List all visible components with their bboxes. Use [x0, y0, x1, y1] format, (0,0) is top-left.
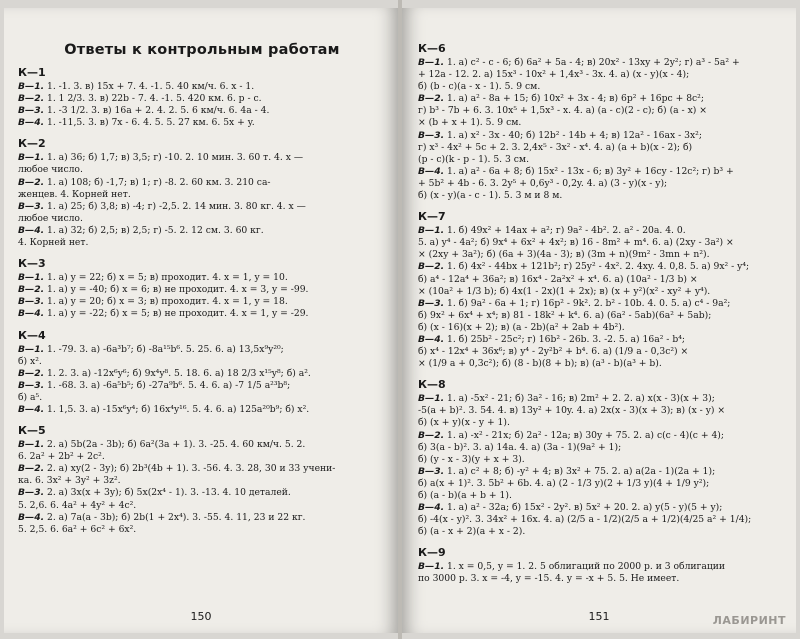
answer-text: 1. -3 1/2. 3. в) 16a + 2. 4. 2. 5. 6 км/ч. 6. 4a - 4.: [47, 105, 270, 117]
section-heading: К—6: [418, 42, 446, 55]
answer-text: 1. 1 2/3. 3. в) 22b - 7. 4. -1. 5. 420 км. 6. p - c.: [47, 93, 262, 105]
variant-label: В—1.: [418, 393, 445, 405]
answer-line: [418, 117, 782, 129]
answer-text: 1. а) a² - 6a + 8; б) 15x² - 13x - 6; в) 3y² + 16cy - 12c²; г) b³ +: [447, 165, 734, 177]
answer-line: [418, 142, 782, 154]
answer-line: [418, 466, 782, 478]
answer-line: [418, 526, 782, 538]
answer-text: 2. а) 5b(2a - 3b); б) 6a²(3a + 1). 3. -25. 4. 60 км/ч. 5. 2.: [47, 439, 306, 451]
variant-label: В—1.: [418, 225, 445, 237]
variant-label: В—2.: [18, 284, 45, 296]
variant-label: В—3.: [18, 200, 45, 212]
answer-line: [418, 430, 782, 442]
variant-label: В—3.: [18, 105, 45, 117]
answer-text: б) a(x + 1)². 3. 5b² + 6b. 4. а) (2 - 1/3 y)(2 + 1/3 y)(4 + 1/9 y²);: [418, 477, 710, 489]
answer-line: [18, 308, 386, 320]
variant-label: В—2.: [18, 93, 45, 105]
answer-text: б) (x - y)(a - c - 1). 5. 3 м и 8 м.: [418, 190, 563, 202]
answer-text: × (1/9 a + 0,3c²); б) (8 - b)(8 + b); в) (a³ - b)(a³ + b).: [418, 358, 662, 370]
answer-text: 1. а) -5x² - 21; б) 3a² - 16; в) 2m² + 2. 2. а) x(x - 3)(x + 3);: [447, 393, 715, 405]
answer-line: [418, 69, 782, 81]
answer-text: 1. б) 25b² - 25c²; г) 16b² - 26b. 3. -2. 5. а) 16a² - b⁴;: [447, 333, 685, 345]
answer-text: женцев. 4. Корней нет.: [18, 188, 131, 200]
answer-line: [418, 442, 782, 454]
answer-line: [18, 213, 386, 225]
answer-text: по 3000 р. 3. x = -4, y = -15. 4. y = -x + 5. 5. Не имеет.: [418, 573, 680, 585]
answer-line: [418, 490, 782, 502]
page-title: Ответы к контрольным работам: [64, 42, 340, 58]
answer-line: [418, 454, 782, 466]
answer-line: [18, 475, 386, 487]
answer-text: б) (a - b)(a + b + 1).: [418, 490, 512, 501]
answer-text: любое число.: [18, 212, 83, 224]
answer-line: [18, 201, 386, 213]
answer-text: 1. а) c² - c - 6; б) 6a² + 5a - 4; в) 20x² - 13xy + 2y²; г) a³ - 5a² +: [447, 57, 740, 68]
answer-line: [18, 284, 386, 296]
variant-label: В—1.: [418, 57, 445, 68]
right-page-content: [418, 34, 782, 586]
page-number-right: 151: [588, 610, 610, 623]
answer-line: [418, 93, 782, 105]
variant-label: В—3.: [418, 297, 445, 309]
answer-line: [18, 117, 386, 129]
answer-line: [418, 286, 782, 298]
answer-line: [418, 322, 782, 334]
answer-line: [418, 298, 782, 310]
answer-line: [18, 356, 386, 368]
answer-text: 1. -1. 3. в) 15x + 7. 4. -1. 5. 40 км/ч. 6. x - 1.: [47, 81, 255, 92]
variant-label: В—1.: [18, 343, 45, 355]
answer-text: 1. а) c² + 8; б) -y² + 4; в) 3x² + 75. 2. а) a(2a - 1)(2a + 1);: [447, 465, 716, 477]
answer-line: [18, 237, 386, 249]
answer-line: [418, 573, 782, 585]
answer-text: б) (b - c)(a - x - 1). 5. 9 см.: [418, 81, 541, 93]
section-heading: К—4: [18, 328, 46, 342]
variant-label: В—4.: [18, 308, 45, 320]
answer-text: 1. б) 4x² - 44bx + 121b²; г) 25y² - 4x². 2. 4xy. 4. 0,8. 5. а) 9x² - y⁴;: [447, 261, 750, 273]
answer-text: 5. 2,6. 6. 4a² + 4y² + 4c².: [18, 499, 137, 511]
answer-text: г) x³ - 4x² + 5c + 2. 3. 2,4x⁵ - 3x² - x⁴. 4. а) (a + b)(x - 2); б): [418, 141, 693, 153]
answer-line: [18, 272, 386, 284]
answer-text: г) b³ - 7b + 6. 3. 10x⁵ + 1,5x³ - x. 4. а) (a - c)(2 - c); б) (a - x) ×: [418, 105, 707, 117]
answer-text: 1. б) 9a² - 6a + 1; г) 16p² - 9k². 2. b² - 10b. 4. 0. 5. а) c⁴ - 9a²;: [447, 297, 731, 309]
answer-line: [418, 346, 782, 358]
answer-text: б) 9x² + 6x⁴ + x⁴; в) 81 - 18k² + k⁴. 6. а) (6a² - 5ab)(6a² + 5ab);: [418, 309, 712, 321]
answer-line: [18, 344, 386, 356]
answer-line: [18, 487, 386, 499]
answer-line: [418, 249, 782, 261]
variant-label: В—4.: [418, 333, 445, 345]
variant-label: В—2.: [18, 463, 45, 475]
variant-label: В—3.: [18, 296, 45, 308]
answer-text: (p - c)(k - p - 1). 5. 3 см.: [418, 153, 529, 165]
answer-line: [18, 404, 386, 416]
right-page: [402, 8, 796, 633]
answer-text: 1. а) a² - 8a + 15; б) 10x² + 3x - 4; в) 6p² + 16pc + 8c²;: [447, 93, 704, 105]
answer-line: [18, 189, 386, 201]
answer-text: 2. а) 3x(x + 3y); б) 5x(2x⁴ - 1). 3. -13. 4. 10 деталей.: [47, 487, 291, 499]
answer-text: ка. 6. 3x² + 3y² + 3z².: [18, 475, 121, 487]
left-page: [4, 8, 398, 633]
answer-line: [18, 152, 386, 164]
answer-line: [418, 358, 782, 370]
answer-text: 1. 1,5. 3. а) -15x⁶y⁴; б) 16x⁴y¹⁶. 5. 4. 6. а) 125a²⁰b⁹; б) x².: [47, 403, 310, 415]
answer-text: 1. а) y = -22; б) x = 5; в) не проходит. 4. x = 1, y = -29.: [47, 308, 309, 320]
answer-text: 1. а) 108; б) -1,7; в) 1; г) -8. 2. 60 км. 3. 210 са-: [47, 176, 271, 188]
variant-label: В—2.: [418, 93, 445, 105]
answer-text: 1. а) x² - 3x - 40; б) 12b² - 14b + 4; в) 12a² - 16ax - 3x²;: [447, 129, 702, 141]
answer-text: 1. а) y = 22; б) x = 5; в) проходит. 4. x = 1, y = 10.: [47, 272, 288, 284]
section-heading: К—2: [18, 137, 46, 151]
variant-label: В—4.: [418, 165, 445, 177]
page-number-left: 150: [190, 610, 212, 623]
answer-text: 1. а) y = 20; б) x = 3; в) проходит. 4. x = 1, y = 18.: [47, 296, 288, 308]
answer-text: 1. -68. 3. а) -6a⁵b⁵; б) -27a⁹b⁶. 5. 4. 6. а) -7 1/5 a²³b⁸;: [47, 379, 291, 391]
answer-line: [418, 57, 782, 69]
answer-text: 2. а) 7a(a - 3b); б) 2b(1 + 2x⁴). 3. -55. 4. 11, 23 и 22 кг.: [47, 511, 306, 523]
answer-text: 1. а) -x² - 21x; б) 2a² - 12a; в) 30y + 75. 2. а) c(c - 4)(c + 4);: [447, 429, 724, 441]
answer-line: [18, 368, 386, 380]
answer-text: × (10a² + 1/3 b); б) 4x(1 - 2x)(1 + 2x); в) (x + y²)(x² - xy² + y⁴).: [418, 285, 711, 297]
answer-line: [18, 164, 386, 176]
answer-text: 1. -11,5. 3. в) 7x - 6. 4. 5. 5. 27 км. 6. 5x + y.: [47, 117, 255, 129]
answer-text: 1. а) 25; б) 3,8; в) -4; г) -2,5. 2. 14 мин. 3. 80 кг. 4. x —: [47, 200, 306, 212]
answer-line: [418, 334, 782, 346]
answer-line: [18, 93, 386, 105]
variant-label: В—2.: [18, 176, 45, 188]
answer-text: б) (x - 16)(x + 2); в) (a - 2b)(a² + 2ab + 4b²).: [418, 321, 625, 333]
publisher-watermark: ЛАБИРИНТ: [712, 614, 786, 627]
variant-label: В—1.: [18, 81, 45, 92]
answer-line: [418, 190, 782, 202]
answer-line: [418, 237, 782, 249]
variant-label: В—3.: [18, 487, 45, 499]
answer-line: [18, 463, 386, 475]
answer-text: + 12a - 12. 2. а) 15x³ - 10x² + 1,4x³ - 3x. 4. а) (x - y)(x - 4);: [418, 69, 690, 81]
variant-label: В—4.: [18, 117, 45, 129]
answer-text: × (b + x + 1). 5. 9 см.: [418, 117, 522, 129]
section-heading: К—8: [418, 378, 446, 392]
answer-text: 1. x = 0,5, y = 1. 2. 5 облигаций по 2000 р. и 3 облигации: [447, 561, 725, 573]
answer-line: [18, 451, 386, 463]
answer-line: [418, 225, 782, 237]
section-heading: К—7: [418, 210, 446, 224]
answer-text: б) (y - x - 3)(y + x + 3).: [418, 453, 525, 465]
answer-line: [418, 178, 782, 190]
answer-text: + 5b² + 4b - 6. 3. 2y⁵ + 0,6y³ - 0,2y. 4. а) (3 - y)(x - y);: [418, 177, 668, 189]
answer-line: [18, 296, 386, 308]
variant-label: В—3.: [418, 129, 445, 141]
answer-line: [18, 225, 386, 237]
answer-line: [418, 478, 782, 490]
answer-line: [18, 524, 386, 536]
answer-text: -5(a + b)². 3. 54. 4. в) 13y² + 10y. 4. а) 2x(x - 3)(x + 3); в) (x - y) ×: [418, 405, 726, 417]
section-heading: К—1: [18, 66, 46, 79]
answer-line: [418, 105, 782, 117]
answer-line: [18, 177, 386, 189]
answer-line: [18, 439, 386, 451]
variant-label: В—1.: [18, 272, 45, 284]
answer-text: 5. 2,5. 6. 6a² + 6c² + 6x².: [18, 523, 137, 535]
answer-line: [418, 261, 782, 273]
answer-line: [418, 405, 782, 417]
variant-label: В—3.: [418, 465, 445, 477]
left-page-content: [18, 42, 386, 536]
answer-line: [18, 512, 386, 524]
answer-text: б) 3(a - b)². 3. а) 14a. 4. а) (3a - 1)(9a² + 1);: [418, 441, 622, 453]
variant-label: В—2.: [418, 429, 445, 441]
answer-text: 4. Корней нет.: [18, 237, 89, 249]
answer-text: 5. а) y⁴ - 4a²; б) 9x⁴ + 6x² + 4x²; в) 16 - 8m² + m⁴. 6. а) (2xy - 3a²) ×: [418, 237, 734, 249]
answer-line: [418, 130, 782, 142]
section-heading: К—5: [18, 424, 46, 438]
answer-text: б) (x + y)(x - y + 1).: [418, 417, 510, 429]
answer-line: [18, 81, 386, 93]
answer-line: [18, 380, 386, 392]
variant-label: В—4.: [18, 511, 45, 523]
answer-line: [418, 417, 782, 429]
answer-text: 2. а) xy(2 - 3y); б) 2b³(4b + 1). 3. -56. 4. 3. 28, 30 и 33 учени-: [47, 463, 336, 475]
answer-text: б) x⁴ - 12x⁴ + 36x⁶; в) y⁴ - 2y²b² + b⁴. 6. а) (1/9 a - 0,3c²) ×: [418, 346, 689, 358]
answer-text: 1. 2. 3. а) -12x⁶y⁶; б) 9x⁴y⁸. 5. 18. 6. а) 18 2/3 x¹⁵y⁸; б) a².: [47, 367, 311, 379]
answer-text: 1. а) a² - 32a; б) 15x² - 2y². в) 5x² + 20. 2. а) y(5 - y)(5 + y);: [447, 502, 723, 514]
variant-label: В—3.: [18, 379, 45, 391]
answer-text: б) a⁴ - 12a⁴ + 36a²; в) 16x⁴ - 2a²x² + x⁴. 6. а) (10a² - 1/3 b) ×: [418, 273, 698, 285]
answer-line: [18, 392, 386, 404]
answer-line: [18, 500, 386, 512]
answer-line: [418, 514, 782, 526]
answer-line: [418, 561, 782, 573]
answer-line: [418, 166, 782, 178]
answer-text: 1. -79. 3. а) -6a³b⁷; б) -8a¹⁵b⁶. 5. 25. 6. а) 13,5x⁹y²⁰;: [47, 343, 284, 355]
answer-line: [418, 393, 782, 405]
section-heading: К—9: [418, 546, 446, 560]
answer-text: б) (a - x + 2)(a + x - 2).: [418, 526, 526, 538]
answer-text: × (2xy + 3a²); б) (6a + 3)(4a - 3); в) (3m + n)(9m² - 3mn + n²).: [418, 249, 710, 261]
variant-label: В—4.: [18, 224, 45, 236]
answer-text: б) a⁵.: [18, 391, 43, 403]
answer-line: [18, 105, 386, 117]
variant-label: В—4.: [18, 403, 45, 415]
answer-text: 6. 2a² + 2b² + 2c².: [18, 451, 105, 463]
answer-line: [418, 81, 782, 93]
answer-text: 1. а) y = -40; б) x = 6; в) не проходит. 4. x = 3, y = -99.: [47, 284, 309, 296]
answer-text: 1. а) 32; б) 2,5; в) 2,5; г) -5. 2. 12 см. 3. 60 кг.: [47, 224, 264, 236]
answer-text: любое число.: [18, 164, 83, 176]
answer-text: 1. а) 36; б) 1,7; в) 3,5; г) -10. 2. 10 мин. 3. 60 т. 4. x —: [47, 152, 304, 164]
variant-label: В—1.: [418, 561, 445, 573]
answer-line: [418, 502, 782, 514]
variant-label: В—4.: [418, 502, 445, 514]
answer-line: [418, 310, 782, 322]
variant-label: В—1.: [18, 152, 45, 164]
answer-line: [418, 154, 782, 166]
answer-text: б) -4(x - y)². 3. 34x² + 16x. 4. а) (2/5 a - 1/2)(2/5 a + 1/2)(4/25 a² + 1/4);: [418, 514, 752, 526]
answer-text: б) x².: [18, 355, 42, 367]
variant-label: В—1.: [18, 439, 45, 451]
answer-text: 1. б) 49x² + 14ax + a²; г) 9a² - 4b². 2. a² - 20a. 4. 0.: [447, 225, 686, 237]
variant-label: В—2.: [18, 367, 45, 379]
variant-label: В—2.: [418, 261, 445, 273]
section-heading: К—3: [18, 257, 46, 271]
answer-line: [418, 274, 782, 286]
